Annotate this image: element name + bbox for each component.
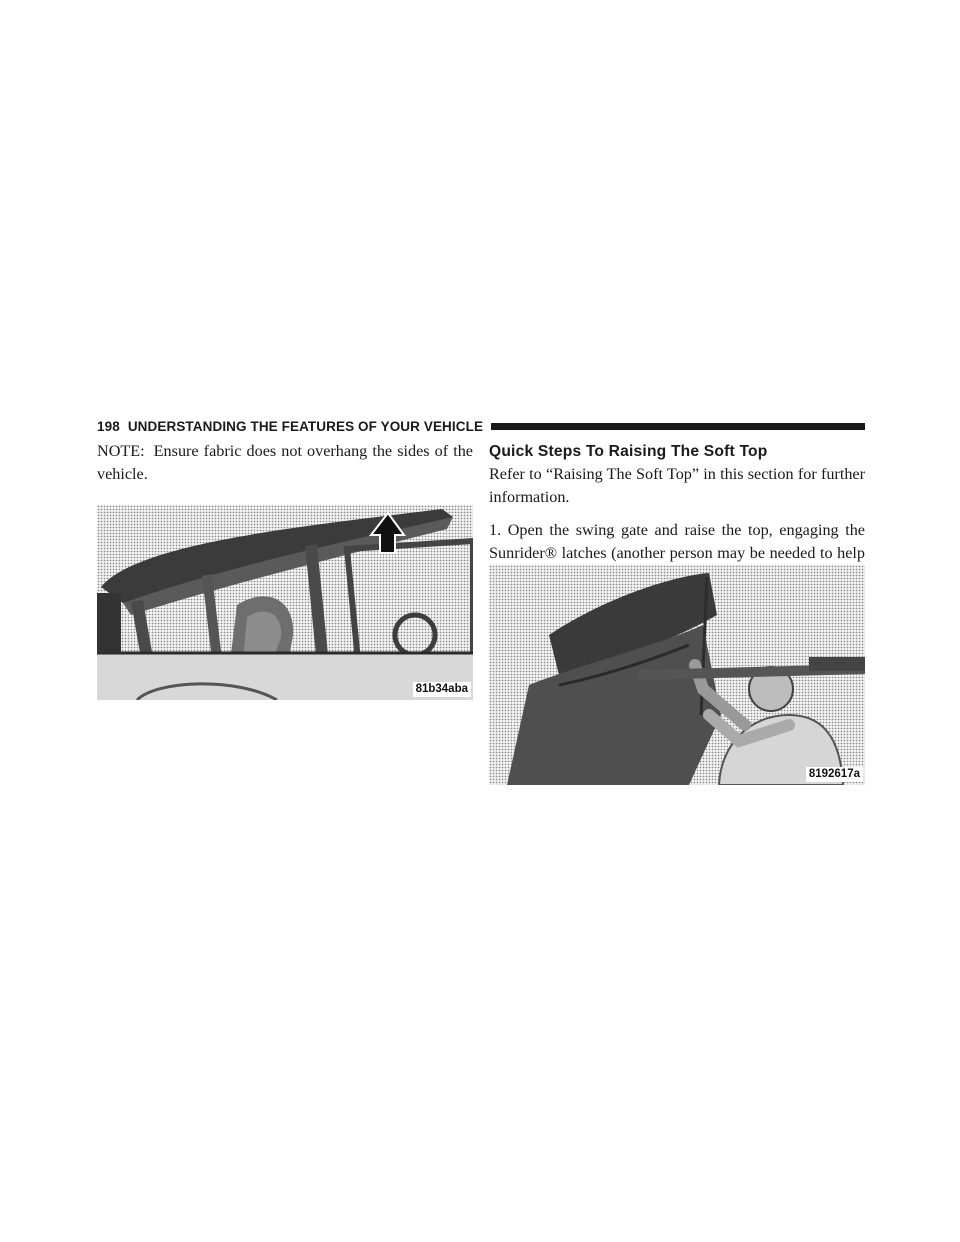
soft-top-illustration [97, 505, 473, 700]
raise-top-illustration [489, 565, 865, 785]
figure-code: 81b34aba [413, 682, 471, 697]
header-rule [491, 423, 865, 430]
note-text: Ensure fabric does not overhang the sides of the vehicle. [97, 442, 473, 483]
raise-top-figure [489, 565, 865, 785]
figure-code: 8192617a [806, 767, 863, 782]
page-header [97, 418, 865, 434]
intro-paragraph: Refer to “Raising The Soft Top” in this section for further information. [489, 465, 865, 506]
page-number: 198 [97, 418, 120, 434]
note-label: NOTE: [97, 442, 145, 460]
section-title: UNDERSTANDING THE FEATURES OF YOUR VEHICLE [127, 418, 484, 434]
section-heading: Quick Steps To Raising The Soft Top [489, 443, 768, 460]
soft-top-figure [97, 505, 473, 700]
left-column [97, 440, 473, 486]
note-paragraph [97, 440, 473, 486]
step-1-paragraph: 1. Open the swing gate and raise the top, engaging the Sunrider® latches (another person may be needed to help [489, 521, 865, 562]
